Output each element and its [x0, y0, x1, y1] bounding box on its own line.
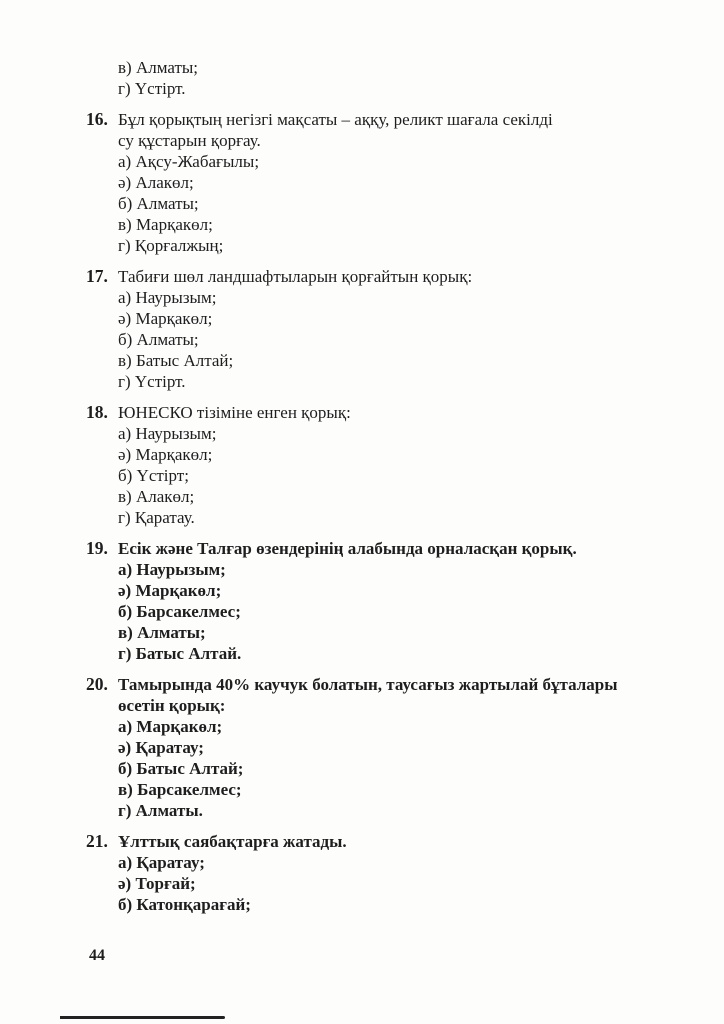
answer-option: ә) Қаратау; [118, 738, 204, 757]
answer-option: в) Алматы; [118, 623, 206, 642]
answer-option: ә) Марқакөл; [118, 581, 222, 600]
answer-option: а) Наурызым; [118, 560, 226, 579]
answer-option: г) Батыс Алтай. [118, 644, 242, 663]
answer-option: ә) Торғай; [118, 874, 196, 893]
question-text-line [86, 266, 686, 287]
question-text: Табиғи шөл ландшафтыларын қорғайтын қорық: [118, 267, 473, 286]
question-text-line [86, 538, 686, 559]
question-number: 19. [86, 538, 108, 558]
question-list [86, 57, 686, 915]
question-number: 17. [86, 266, 108, 286]
answer-option: ә) Марқакөл; [118, 445, 213, 464]
question-number: 20. [86, 674, 108, 694]
answer-option: г) Алматы. [118, 801, 203, 820]
question-text-line [86, 109, 686, 130]
question-text-line [86, 674, 686, 695]
answer-option: а) Наурызым; [118, 288, 217, 307]
question-block [86, 109, 686, 256]
answer-option: а) Ақсу-Жабағылы; [118, 152, 260, 171]
question-text-line: өсетін қорық: [118, 696, 226, 715]
question-number: 21. [86, 831, 108, 851]
question-text: Бұл қорықтың негізгі мақсаты – аққу, реликт шағала секілді [118, 110, 553, 129]
answer-option: б) Үстірт; [118, 466, 189, 485]
answer-option: в) Марқакөл; [118, 215, 213, 234]
answer-option: б) Барсакелмес; [118, 602, 241, 621]
question-block [86, 402, 686, 528]
answer-option: в) Барсакелмес; [118, 780, 242, 799]
answer-option: а) Наурызым; [118, 424, 217, 443]
question-block [86, 266, 686, 392]
answer-option: б) Катонқарағай; [118, 895, 251, 914]
answer-option: в) Алматы; [118, 58, 199, 77]
question-text-line [86, 402, 686, 423]
answer-option: ә) Алакөл; [118, 173, 194, 192]
answer-option: б) Алматы; [118, 194, 199, 213]
question-block [86, 831, 686, 915]
answer-option: б) Алматы; [118, 330, 199, 349]
question-number: 18. [86, 402, 108, 422]
page-number: 44 [89, 947, 105, 964]
question-text: Есік және Талғар өзендерінің алабында орналасқан қорық. [118, 539, 577, 558]
answer-option: г) Үстірт. [118, 79, 186, 98]
answer-option: в) Батыс Алтай; [118, 351, 234, 370]
answer-option: г) Қаратау. [118, 508, 195, 527]
answer-option: ә) Марқакөл; [118, 309, 213, 328]
answer-option: а) Қаратау; [118, 853, 205, 872]
question-text: Тамырында 40% каучук болатын, таусағыз жартылай бұталары [118, 675, 618, 694]
answer-option: г) Үстірт. [118, 372, 186, 391]
question-text: Ұлттық саябақтарға жатады. [118, 832, 347, 851]
question-text-line [86, 831, 686, 852]
question-text: ЮНЕСКО тізіміне енген қорық: [118, 403, 351, 422]
question-number: 16. [86, 109, 108, 129]
question-block [86, 538, 686, 664]
bottom-rule [60, 1016, 225, 1019]
answer-option: а) Марқакөл; [118, 717, 223, 736]
answer-option: г) Қорғалжың; [118, 236, 224, 255]
answer-option: в) Алакөл; [118, 487, 195, 506]
question-block [86, 674, 686, 821]
question-text-line: су құстарын қорғау. [118, 131, 261, 150]
answer-option: б) Батыс Алтай; [118, 759, 244, 778]
